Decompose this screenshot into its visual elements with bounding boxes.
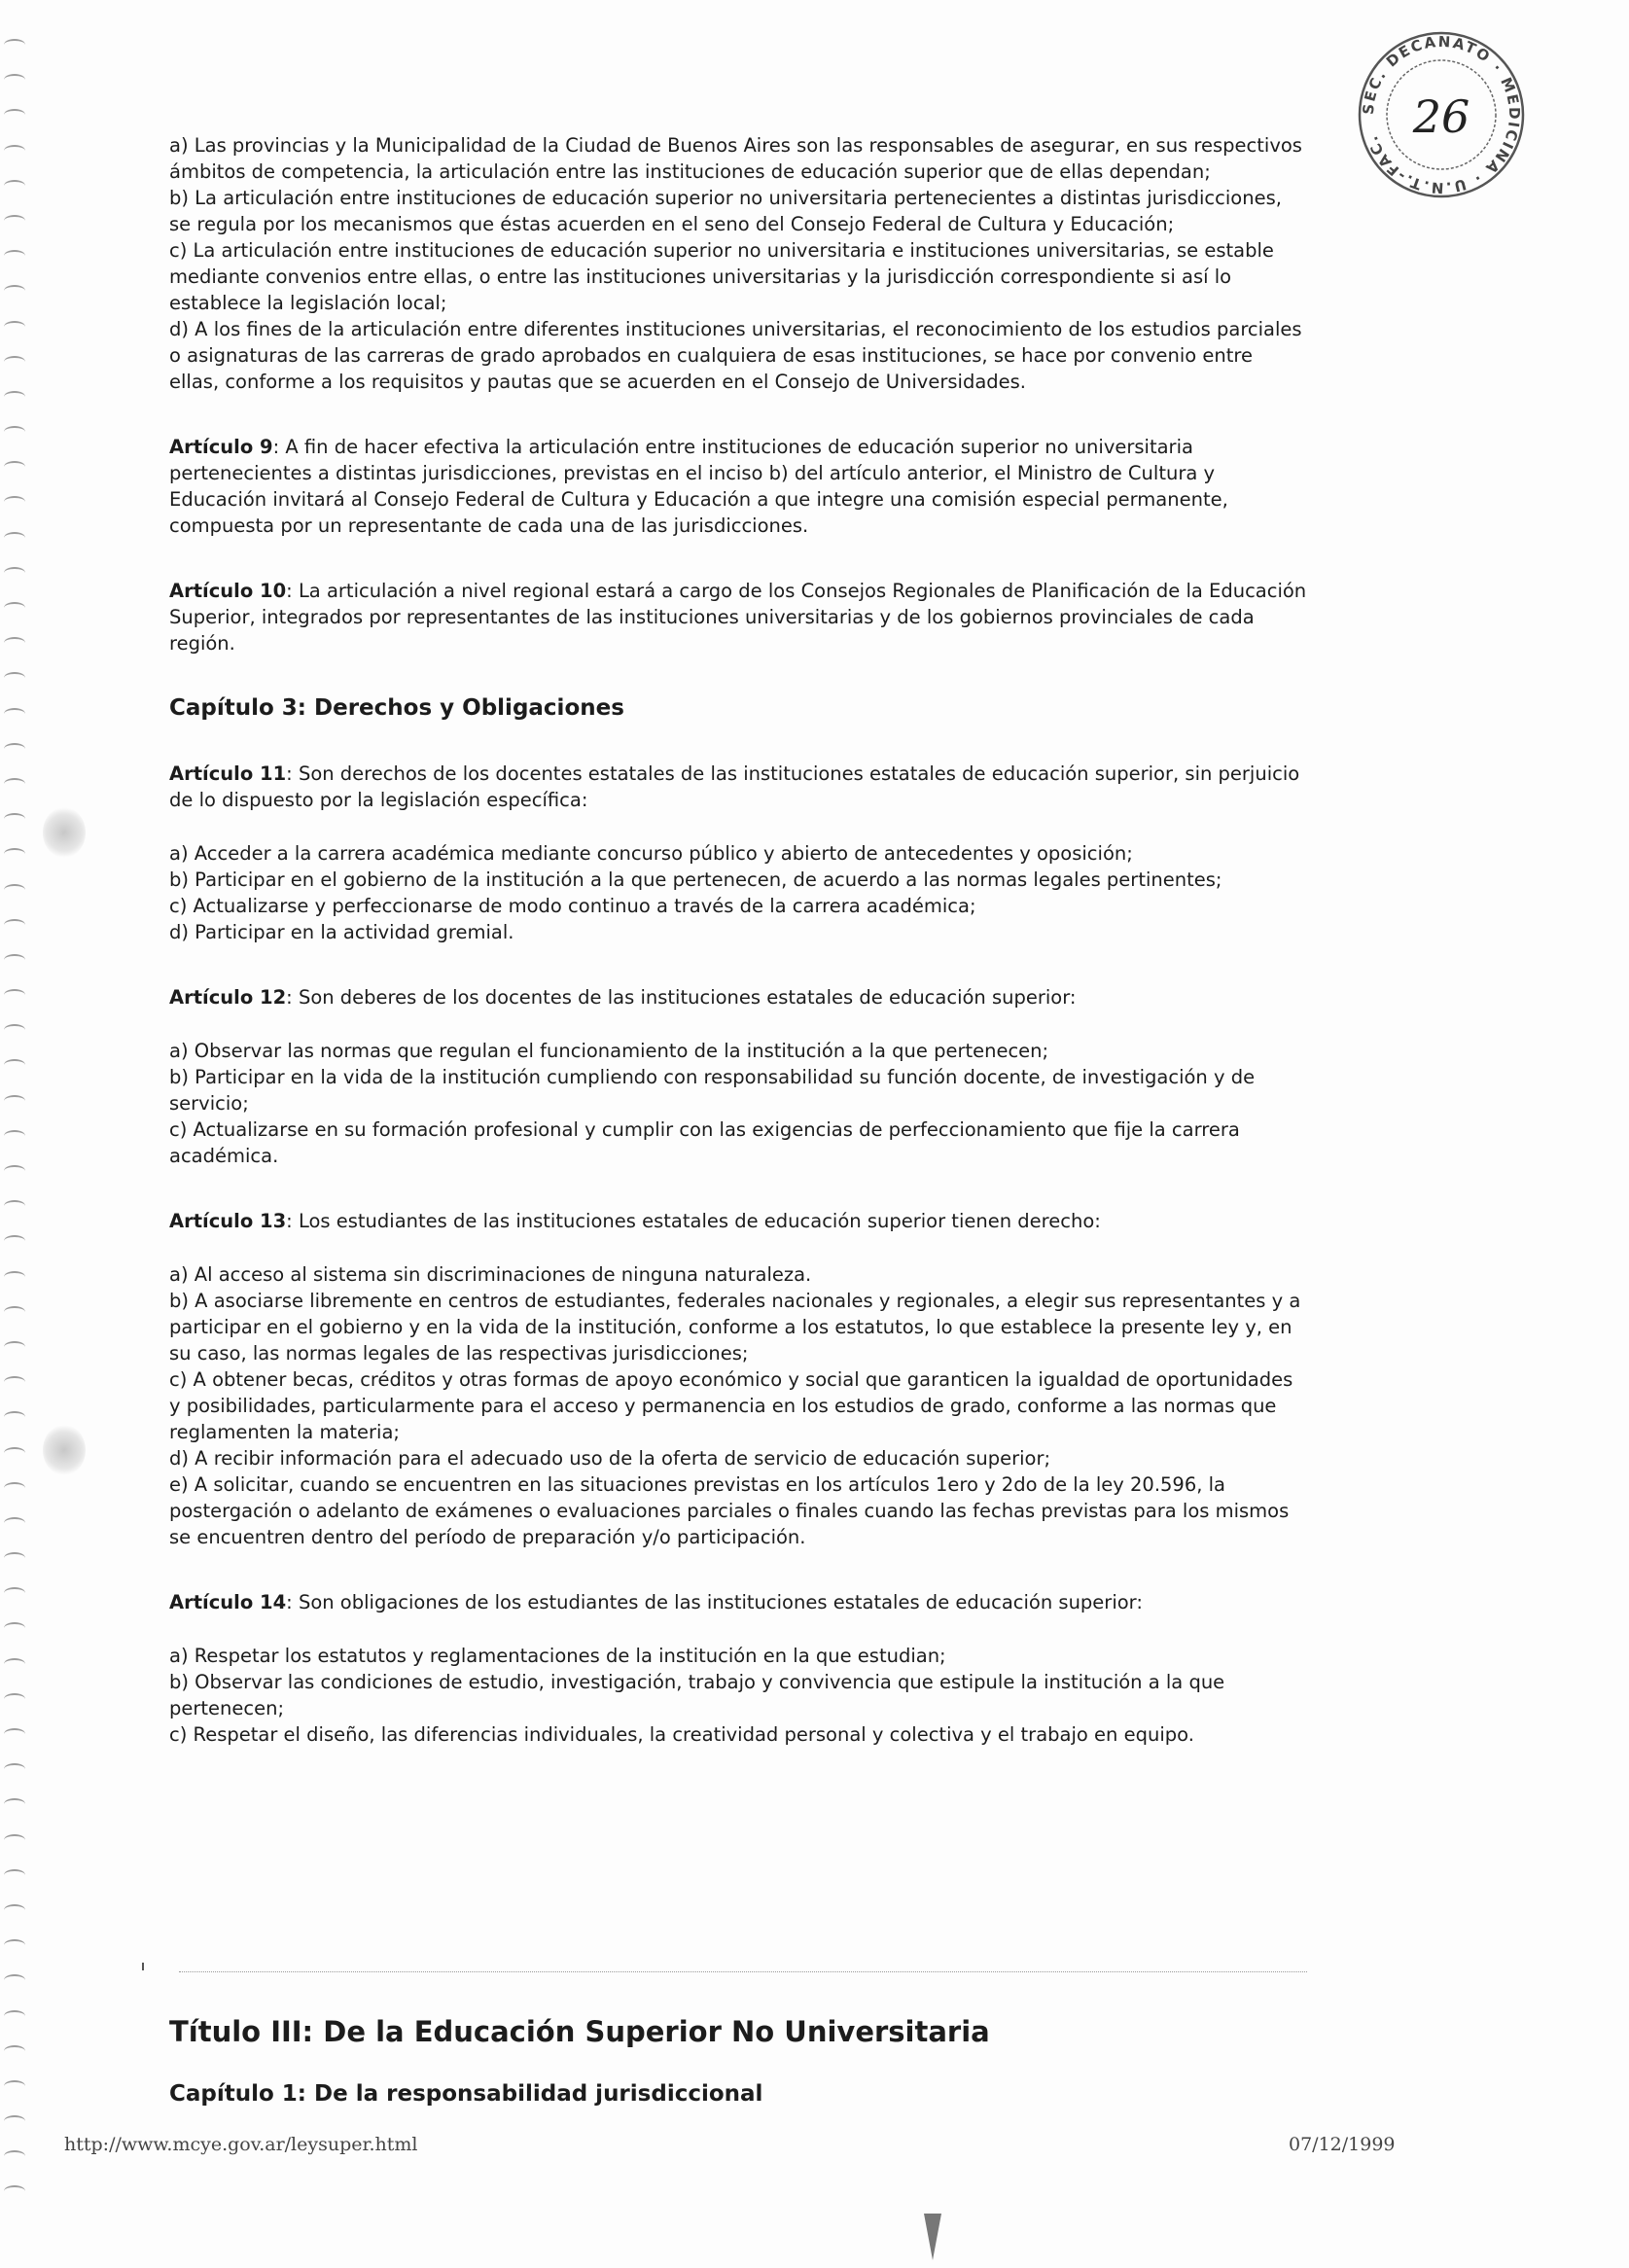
binder-hole-mark (4, 1376, 25, 1388)
binder-hole-mark (4, 532, 25, 544)
binder-hole-mark (4, 1447, 25, 1459)
article-14 (169, 1589, 1307, 1615)
document-body (169, 132, 1307, 1748)
binder-hole-mark (4, 743, 25, 755)
binder-hole-mark (4, 672, 25, 684)
binder-hole-mark (4, 1200, 25, 1212)
binder-hole-mark (4, 1763, 25, 1775)
binder-hole-mark (4, 1693, 25, 1705)
binder-hole-mark (4, 496, 25, 508)
binder-hole-mark (4, 109, 25, 121)
title-heading: Título III: De la Educación Superior No Universitaria (169, 2015, 990, 2048)
binder-hole-mark (4, 1024, 25, 1036)
binder-hole-mark (4, 250, 25, 262)
binder-hole-mark (4, 2045, 25, 2057)
binder-hole-mark (4, 1482, 25, 1494)
article12-items (169, 1038, 1307, 1169)
binder-hole-mark (4, 1587, 25, 1599)
binder-hole-mark (4, 2080, 25, 2092)
binder-hole-mark (4, 426, 25, 438)
footer-url: http://www.mcye.gov.ar/leysuper.html (64, 2134, 418, 2155)
list-item: b) Participar en el gobierno de la institución a la que pertenecen, de acuerdo a las normas legales pertinentes; (169, 868, 1222, 891)
binder-hole-mark (4, 1798, 25, 1810)
binder-hole-mark (4, 2010, 25, 2022)
article-text: : Son deberes de los docentes de las instituciones estatales de educación superior: (286, 986, 1077, 1009)
binder-hole-mark (4, 180, 25, 192)
article-12 (169, 984, 1307, 1010)
binder-hole-mark (4, 39, 25, 51)
binder-hole-mark (4, 145, 25, 157)
article-9 (169, 434, 1307, 539)
stamp-handwritten-number: 26 (1412, 90, 1470, 143)
list-item: a) Las provincias y la Municipalidad de la Ciudad de Buenos Aires son las responsables de asegurar, en sus respectivos ámbitos de competencia, la articulación entre las instituciones de educación superior que de ellas dependan; (169, 134, 1302, 183)
list-item: b) La articulación entre instituciones de educación superior no universitaria pertenecientes a distintas jurisdicciones, se regula por los mecanismos que éstas acuerden en el seno del Consejo Federal de Cultura y Educación; (169, 187, 1282, 235)
binder-hole-mark (4, 74, 25, 86)
article-text: : Los estudiantes de las instituciones estatales de educación superior tienen derecho: (286, 1210, 1101, 1232)
binder-hole-mark (4, 285, 25, 297)
binder-hole-mark (4, 1165, 25, 1177)
binder-hole-mark (4, 884, 25, 896)
binder-hole-mark (4, 1552, 25, 1564)
binder-hole-mark (4, 1411, 25, 1423)
list-item: d) Participar en la actividad gremial. (169, 921, 514, 943)
article-text: : La articulación a nivel regional estará a cargo de los Consejos Regionales de Planificación de la Educación Superior, integrados por representantes de las instituciones universitarias y de los gobiernos provinciales de cada región. (169, 580, 1307, 655)
binder-hole-mark (4, 1306, 25, 1318)
article-title: Artículo 11 (169, 762, 287, 785)
binder-hole-mark (4, 461, 25, 473)
binder-hole-mark (4, 602, 25, 614)
list-item: c) Actualizarse en su formación profesional y cumplir con las exigencias de perfeccionamiento que fije la carrera académica. (169, 1118, 1240, 1167)
list-item: c) A obtener becas, créditos y otras formas de apoyo económico y social que garanticen la igualdad de oportunidades y posibilidades, particularmente para el acceso y permanencia en los estudios de grado, conforme a las normas que reglamenten la materia; (169, 1368, 1293, 1443)
binder-hole-mark (4, 1904, 25, 1916)
binder-hole-mark (4, 989, 25, 1001)
scan-blot (43, 1425, 86, 1475)
article-text: : Son derechos de los docentes estatales de las instituciones estatales de educación superior, sin perjuicio de lo dispuesto por la legislación específica: (169, 762, 1300, 811)
binder-hole-mark (4, 848, 25, 860)
footer-date: 07/12/1999 (1289, 2134, 1396, 2155)
list-item: a) Acceder a la carrera académica mediante concurso público y abierto de antecedentes y oposición; (169, 842, 1133, 865)
binder-hole-mark (4, 954, 25, 966)
binder-hole-mark (4, 1728, 25, 1740)
binder-hole-mark (4, 2115, 25, 2127)
list-item: b) Observar las condiciones de estudio, investigación, trabajo y convivencia que estipule la institución a la que pertenecen; (169, 1671, 1225, 1719)
binder-hole-mark (4, 1658, 25, 1670)
list-item: d) A recibir información para el adecuado uso de la oferta de servicio de educación superior; (169, 1447, 1051, 1470)
scan-mark (142, 1963, 144, 1970)
article8-items (169, 132, 1307, 395)
chapter-heading: Capítulo 1: De la responsabilidad jurisdiccional (169, 2081, 763, 2107)
article14-items (169, 1643, 1307, 1748)
article-title: Artículo 10 (169, 580, 287, 602)
article-title: Artículo 9 (169, 436, 273, 458)
article-10 (169, 578, 1307, 656)
binder-hole-mark (4, 567, 25, 579)
binder-hole-mark (4, 1095, 25, 1107)
chapter-heading: Capítulo 3: Derechos y Obligaciones (169, 695, 624, 721)
section-divider (179, 1971, 1307, 1972)
binder-hole-mark (4, 637, 25, 649)
binder-hole-mark (4, 778, 25, 790)
list-item: c) Actualizarse y perfeccionarse de modo continuo a través de la carrera académica; (169, 895, 976, 917)
article-title: Artículo 13 (169, 1210, 287, 1232)
binder-hole-mark (4, 1235, 25, 1247)
binder-hole-mark (4, 1939, 25, 1951)
binder-hole-mark (4, 1869, 25, 1881)
binder-hole-mark (4, 2185, 25, 2197)
article-text: : Son obligaciones de los estudiantes de las instituciones estatales de educación superior: (286, 1591, 1143, 1613)
article13-items (169, 1261, 1307, 1550)
list-item: c) Respetar el diseño, las diferencias individuales, la creatividad personal y colectiva y el trabajo en equipo. (169, 1723, 1194, 1746)
binder-hole-mark (4, 1517, 25, 1529)
scan-blot (43, 807, 86, 858)
binder-hole-mark (4, 356, 25, 368)
binder-hole-mark (4, 391, 25, 403)
binder-hole-mark (4, 2150, 25, 2162)
binder-hole-marks (4, 39, 29, 2198)
binder-hole-mark (4, 1622, 25, 1634)
binder-hole-mark (4, 321, 25, 333)
list-item: b) Participar en la vida de la institución cumpliendo con responsabilidad su función docente, de investigación y de servicio; (169, 1066, 1256, 1115)
binder-hole-mark (4, 1834, 25, 1846)
list-item: d) A los fines de la articulación entre diferentes instituciones universitarias, el reconocimiento de los estudios parciales o asignaturas de las carreras de grado aprobados en cualquiera de esas instituciones, se hace por convenio entre ellas, conforme a los requisitos y pautas que se acuerden en el Consejo de Universidades. (169, 318, 1302, 393)
faculty-stamp (1354, 27, 1529, 202)
list-item: e) A solicitar, cuando se encuentren en las situaciones previstas en los artículos 1ero y 2do de la ley 20.596, la postergación o adelanto de exámenes o evaluaciones parciales o finales cuando las fechas previstas para los mismos se encuentren dentro del período de preparación y/o participación. (169, 1473, 1290, 1548)
article11-items (169, 840, 1307, 945)
list-item: b) A asociarse libremente en centros de estudiantes, federales nacionales y regionales, a elegir sus representantes y a participar en el gobierno y en la vida de la institución, conforme a los estatutos, lo que establece la presente ley y, en su caso, las normas legales de las respectivas jurisdicciones; (169, 1290, 1301, 1364)
article-13 (169, 1208, 1307, 1234)
list-item: a) Observar las normas que regulan el funcionamiento de la institución a la que pertenecen; (169, 1040, 1049, 1062)
pen-mark (924, 2214, 941, 2260)
binder-hole-mark (4, 1130, 25, 1142)
binder-hole-mark (4, 1341, 25, 1353)
article-title: Artículo 14 (169, 1591, 287, 1613)
article-title: Artículo 12 (169, 986, 287, 1009)
binder-hole-mark (4, 215, 25, 227)
list-item: c) La articulación entre instituciones de educación superior no universitaria e instituciones universitarias, se estable mediante convenios entre ellas, o entre las instituciones universitarias y la jurisdicción correspondiente si así lo establece la legislación local; (169, 239, 1274, 314)
list-item: a) Al acceso al sistema sin discriminaciones de ninguna naturaleza. (169, 1263, 812, 1286)
binder-hole-mark (4, 1059, 25, 1071)
list-item: a) Respetar los estatutos y reglamentaciones de la institución en la que estudian; (169, 1645, 946, 1667)
binder-hole-mark (4, 708, 25, 720)
article-text: : A fin de hacer efectiva la articulación entre instituciones de educación superior no universitaria pertenecientes a distintas jurisdicciones, previstas en el inciso b) del artículo anterior, el Ministro de Cultura y Educación invitará al Consejo Federal de Cultura y Educación a que integre una comisión especial permanente, compuesta por un representante de cada una de las jurisdicciones. (169, 436, 1228, 537)
binder-hole-mark (4, 919, 25, 931)
stamp-ring-text: SEC. DECANATO · MEDICINA · U.N.T.-FAC. (1359, 32, 1524, 197)
binder-hole-mark (4, 1271, 25, 1283)
binder-hole-mark (4, 813, 25, 825)
article-11 (169, 761, 1307, 813)
binder-hole-mark (4, 1974, 25, 1986)
